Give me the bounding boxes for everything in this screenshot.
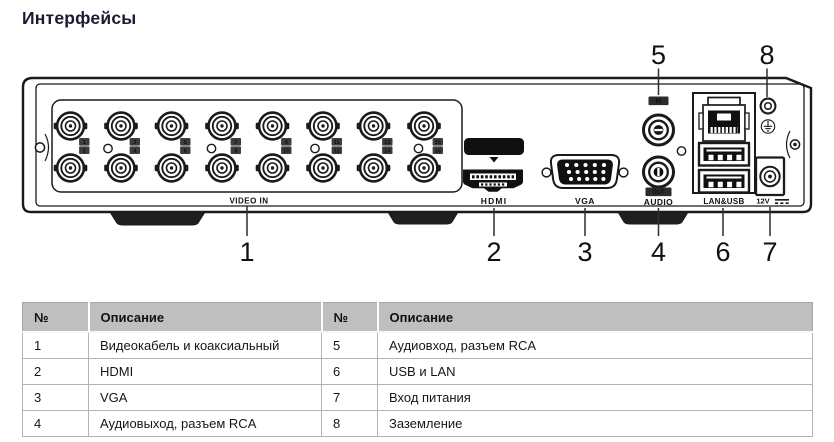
panel-screw — [207, 144, 215, 152]
video-in-label: VIDEO IN — [229, 196, 269, 206]
panel-screw — [311, 144, 319, 152]
cell-number: 8 — [322, 411, 378, 437]
header-description-right: Описание — [378, 303, 813, 333]
lan-usb-section — [693, 93, 755, 206]
usb-port — [699, 143, 749, 166]
vga-screw — [542, 168, 551, 177]
table-header-row — [23, 303, 813, 333]
vga-label: VGA — [575, 196, 595, 206]
foot — [110, 212, 205, 225]
rca-in-connector — [644, 115, 674, 145]
svg-text:8: 8 — [234, 148, 238, 155]
cell-number: 5 — [322, 332, 378, 359]
foot — [388, 212, 458, 224]
cell-description: Вход питания — [378, 385, 813, 411]
vga-screw — [619, 168, 628, 177]
panel-screw — [414, 144, 422, 152]
callout-6: 6 — [715, 237, 731, 267]
cell-number: 2 — [23, 359, 89, 385]
usb-port — [699, 170, 749, 193]
foot — [618, 212, 688, 224]
svg-text:5: 5 — [183, 140, 187, 146]
svg-text:IN: IN — [655, 99, 662, 106]
hdmi-port-label: HDMI — [480, 196, 508, 206]
svg-text:11: 11 — [333, 140, 340, 146]
page-title: Интерфейсы — [22, 8, 137, 28]
svg-text:15: 15 — [434, 140, 441, 146]
svg-text:6: 6 — [183, 148, 187, 155]
cell-number: 7 — [322, 385, 378, 411]
cell-number: 6 — [322, 359, 378, 385]
dvr-rear-panel-diagram — [0, 35, 834, 285]
cell-description: VGA — [89, 385, 322, 411]
svg-text:1: 1 — [82, 140, 86, 146]
header-number-right: № — [322, 303, 378, 333]
table-row — [23, 332, 813, 359]
cell-description: Видеокабель и коаксиальный — [89, 332, 322, 359]
table-row — [23, 359, 813, 385]
panel-screw — [104, 144, 112, 152]
cell-description: Заземление — [378, 411, 813, 437]
callout-3: 3 — [577, 237, 593, 267]
svg-text:7: 7 — [234, 140, 238, 146]
svg-text:10: 10 — [283, 148, 290, 155]
header-number-left: № — [23, 303, 89, 333]
rca-out-connector — [644, 157, 674, 187]
callout-2: 2 — [486, 237, 502, 267]
svg-text:16: 16 — [434, 148, 441, 155]
lan-usb-label: LAN&USB — [703, 197, 745, 206]
callout-8: 8 — [759, 40, 775, 70]
svg-text:9: 9 — [284, 140, 288, 146]
panel-screw — [677, 147, 685, 155]
cell-description: USB и LAN — [378, 359, 813, 385]
svg-text:14: 14 — [384, 148, 391, 155]
cell-number: 1 — [23, 332, 89, 359]
hdmi-logo-text: HDMI — [475, 141, 505, 154]
callout-1: 1 — [239, 237, 255, 267]
header-description-left: Описание — [89, 303, 322, 333]
hdmi-tm-text: TM — [514, 139, 521, 145]
chassis-screw-left — [35, 143, 44, 152]
cell-number: 3 — [23, 385, 89, 411]
svg-text:4: 4 — [133, 148, 137, 155]
interface-table — [22, 302, 813, 437]
cell-number: 4 — [23, 411, 89, 437]
svg-text:3: 3 — [133, 140, 137, 146]
callout-4: 4 — [650, 237, 667, 267]
callout-7: 7 — [762, 237, 778, 267]
svg-text:2: 2 — [82, 148, 86, 155]
table-row — [23, 385, 813, 411]
svg-text:12: 12 — [333, 148, 340, 155]
cell-description: Аудиовход, разъем RCA — [378, 332, 813, 359]
svg-text:OUT: OUT — [652, 190, 665, 197]
svg-text:13: 13 — [384, 140, 391, 146]
audio-label: AUDIO — [643, 197, 674, 207]
table-row — [23, 411, 813, 437]
cell-description: HDMI — [89, 359, 322, 385]
cell-description: Аудиовыход, разъем RCA — [89, 411, 322, 437]
callout-5: 5 — [650, 40, 667, 70]
power-label: 12V — [756, 196, 770, 206]
